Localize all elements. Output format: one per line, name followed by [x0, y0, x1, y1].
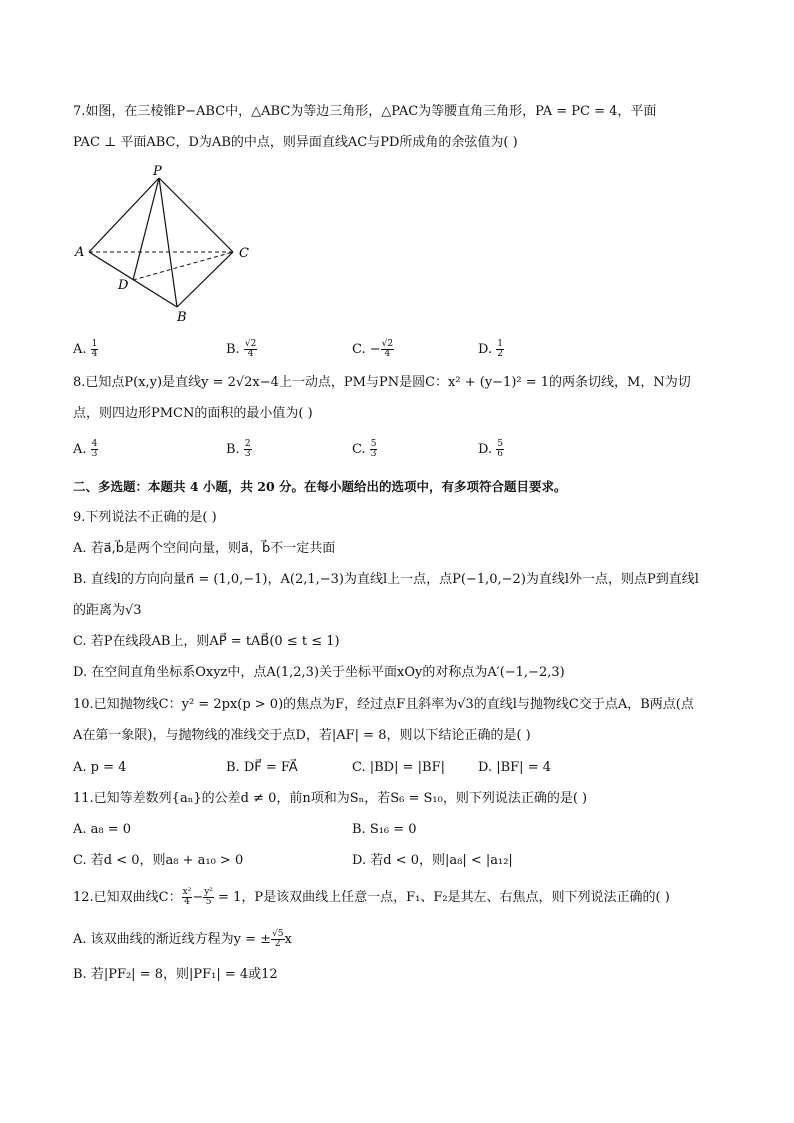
label-d: D: [118, 278, 129, 293]
section-heading: 二、多选题：本题共 4 小题，共 20 分。在每小题给出的选项中，有多项符合题目要求。: [73, 479, 567, 494]
edge-pc: [159, 178, 233, 252]
q7-option-d[interactable]: D. $\frac{1}{2}$: [478, 339, 503, 359]
q9-option-b-line2[interactable]: 的距离为√3: [73, 603, 142, 618]
fraction: $\frac{5}{3}$: [370, 439, 377, 459]
q8-stem-line2: 点，则四边形PMCN的面积的最小值为( ): [73, 406, 313, 421]
edge-bc: [177, 252, 233, 307]
label-c: C: [239, 246, 249, 261]
q7-option-c[interactable]: C. − $\frac{√2}{4}$: [352, 339, 394, 359]
q9-option-c[interactable]: C. 若P在线段AB上，则AP⃗ = tAB⃗(0 ≤ t ≤ 1): [73, 634, 340, 649]
edge-pa: [89, 178, 159, 252]
q9-option-b-line1[interactable]: B. 直线l的方向向量n⃗ = (1,0,−1)，A(2,1,−3)为直线l上一点，点P(−1,0,−2)为直线l外一点，则点P到直线l: [73, 572, 699, 587]
q8-stem-line1: 8.已知点P(x,y)是直线y = 2√2x−4上一动点，PM与PN是圆C：x² + (y−1)² = 1的两条切线，M，N为切: [73, 375, 691, 390]
q11-option-b[interactable]: B. S₁₆ = 0: [352, 822, 417, 837]
q10-option-d[interactable]: D. |BF| = 4: [478, 760, 551, 775]
q8-option-b[interactable]: B. $\frac{2}{3}$: [226, 439, 251, 459]
fraction-x2-over-4: $\frac{\text{x²}}{4}$: [182, 887, 192, 907]
edge-pd: [133, 178, 159, 280]
fraction: $\frac{2}{3}$: [244, 439, 251, 459]
fraction: $\frac{√2}{4}$: [381, 339, 394, 359]
q10-stem-line1: 10.已知抛物线C：y² = 2px(p > 0)的焦点为F，经过点F且斜率为√3的直线l与抛物线C交于点A，B两点(点: [73, 697, 694, 712]
q7-stem-line2: PAC ⊥ 平面ABC，D为AB的中点，则异面直线AC与PD所成角的余弦值为( ): [73, 135, 518, 150]
fraction: $\frac{5}{6}$: [497, 439, 503, 459]
q7-option-b[interactable]: B. $\frac{√2}{4}$: [226, 339, 257, 359]
q7-stem-line1: 7.如图，在三棱锥P−ABC中，△ABC为等边三角形，△PAC为等腰直角三角形，PA = PC = 4，平面: [73, 104, 657, 119]
q11-stem: 11.已知等差数列{aₙ}的公差d ≠ 0，前n项和为Sₙ，若S₆ = S₁₀，则下列说法正确的是( ): [73, 791, 588, 806]
label-a: A: [75, 245, 85, 260]
q11-option-a[interactable]: A. a₈ = 0: [73, 822, 132, 837]
q8-option-d[interactable]: D. $\frac{5}{6}$: [478, 439, 503, 459]
q9-option-d[interactable]: D. 在空间直角坐标系Oxyz中，点A(1,2,3)关于坐标平面xOy的对称点为A′(−1,−2,3): [73, 665, 565, 680]
q10-stem-line2: A在第一象限)，与抛物线的准线交于点D，若|AF| = 8，则以下结论正确的是( ): [73, 728, 531, 743]
fraction-sqrt5-over-2: $\frac{√5}{2}$: [272, 929, 284, 949]
fraction: $\frac{1}{2}$: [497, 339, 503, 359]
label-b: B: [177, 310, 187, 325]
fraction: $\frac{1}{4}$: [91, 339, 98, 359]
fraction: $\frac{√2}{4}$: [244, 339, 257, 359]
q12-stem: 12.已知双曲线C： $\frac{\text{x²}}{4}$ − $\frac{\text{y²}}{5}$ = 1，P是该双曲线上任意一点，F₁、F₂是其左、右焦点，则下列说法正确的( ): [73, 887, 670, 907]
label-p: P: [153, 164, 162, 179]
q10-option-c[interactable]: C. |BD| = |BF|: [352, 760, 445, 775]
q8-option-c[interactable]: C. $\frac{5}{3}$: [352, 439, 377, 459]
q10-option-b[interactable]: B. DF⃗ = FA⃗: [226, 760, 298, 775]
q12-option-b[interactable]: B. 若|PF₂| = 8，则|PF₁| = 4或12: [73, 967, 278, 982]
q12-option-a[interactable]: A. 该双曲线的渐近线方程为y = ± $\frac{√5}{2}$ x: [73, 929, 292, 949]
q9-stem: 9.下列说法不正确的是( ): [73, 510, 217, 525]
fraction-y2-over-5: $\frac{\text{y²}}{5}$: [204, 887, 213, 907]
q11-option-d[interactable]: D. 若d < 0，则|a₈| < |a₁₂|: [352, 853, 513, 868]
q7-option-a[interactable]: A. $\frac{1}{4}$: [73, 339, 98, 359]
q11-option-c[interactable]: C. 若d < 0，则a₈ + a₁₀ > 0: [73, 853, 244, 868]
q8-option-a[interactable]: A. $\frac{4}{3}$: [73, 439, 98, 459]
fraction: $\frac{4}{3}$: [91, 439, 98, 459]
edge-pb: [159, 178, 177, 307]
q9-option-a[interactable]: A. 若a⃗,b⃗是两个空间向量，则a⃗，b⃗不一定共面: [73, 541, 336, 556]
q10-option-a[interactable]: A. p = 4: [73, 760, 127, 775]
pyramid-figure: [73, 160, 263, 325]
